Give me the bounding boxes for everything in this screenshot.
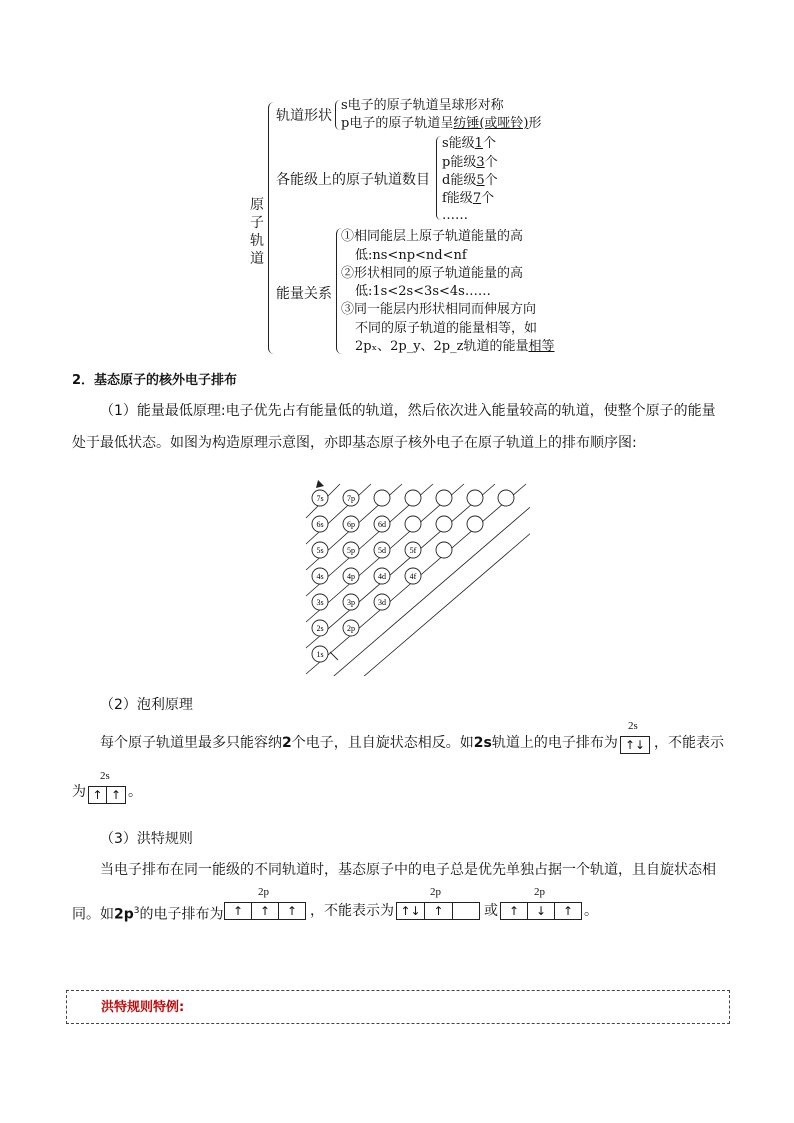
aufbau-orbital	[374, 594, 390, 610]
p3-line2-f: 。	[584, 903, 598, 919]
aufbau-orbital-label: 3p	[347, 598, 355, 607]
p1-line2: 处于最低状态。如图为构造原理示意图，亦即基态原子核外电子在原子轨道上的排布顺序图:	[72, 435, 637, 451]
aufbau-diagram	[290, 478, 530, 676]
aufbau-orbital	[343, 542, 359, 558]
orb-2p-label-b: 2p	[430, 886, 441, 898]
aufbau-orbital	[312, 490, 328, 506]
orb-cell: ↑	[89, 787, 107, 803]
aufbau-orbital-label: 5d	[378, 546, 386, 555]
aufbau-arrowhead	[316, 480, 324, 488]
count-label: 各能级上的原子轨道数目	[276, 172, 430, 188]
energy-line-2: ②形状相同的原子轨道能量的高	[341, 266, 524, 281]
aufbau-orbital	[405, 490, 421, 506]
aufbau-orbital	[436, 490, 452, 506]
p2-line1: 每个原子轨道里最多只能容纳2个电子，且自旋状态相反。如2s轨道上的电子排布为	[100, 735, 618, 751]
root-bracket	[268, 102, 277, 354]
orb-cell	[453, 903, 479, 919]
aufbau-orbital-label: 7s	[316, 494, 324, 503]
aufbau-orbital-label: 2p	[347, 624, 355, 633]
aufbau-orbital-label: 5f	[409, 546, 417, 555]
energy-line-3: 低:1s<2s<3s<4s……	[355, 284, 491, 299]
aufbau-orbital	[467, 490, 483, 506]
aufbau-orbital	[312, 516, 328, 532]
energy-label: 能量关系	[276, 286, 332, 302]
energy-line-4: ③同一能层内形状相同而伸展方向	[341, 302, 537, 317]
shape-label: 轨道形状	[276, 108, 332, 124]
aufbau-orbital-label: 3d	[378, 598, 386, 607]
energy-line-0: ①相同能层上原子轨道能量的高	[341, 229, 524, 244]
energy-bracket	[336, 228, 342, 354]
aufbau-orbital-label: 5s	[316, 546, 324, 555]
orb-2s-label-a: 2s	[628, 720, 638, 732]
orb-2s-label-b: 2s	[100, 770, 110, 782]
aufbau-orbital	[498, 490, 514, 506]
aufbau-orbital	[343, 568, 359, 584]
root-label: 原 子 轨 道	[250, 197, 264, 267]
p2-label: （2）泡利原理	[100, 697, 193, 713]
orb-2s-correct	[620, 736, 650, 754]
p2-line1-tail: ，不能表示	[654, 735, 724, 751]
aufbau-orbital	[312, 594, 328, 610]
aufbau-orbital-label: 6d	[378, 520, 386, 529]
count-item-more: ……	[442, 208, 468, 223]
aufbau-start-arrow	[330, 652, 338, 660]
aufbau-orbital	[312, 542, 328, 558]
orb-cell: ↑↓	[397, 903, 425, 919]
orb-2p-label-c: 2p	[534, 886, 545, 898]
orb-2p-label-a: 2p	[258, 886, 269, 898]
orb-cell: ↑	[425, 903, 453, 919]
aufbau-orbital	[343, 516, 359, 532]
hund-special-box	[66, 990, 730, 1024]
aufbau-orbital-label: 6s	[316, 520, 324, 529]
aufbau-orbital	[405, 516, 421, 532]
section2-heading: 2．基态原子的核外电子排布	[72, 373, 238, 388]
orb-2p-wrong-1	[396, 902, 480, 920]
count-item-s: s能级1个	[442, 136, 496, 151]
count-item-f: f能级7个	[442, 191, 495, 206]
energy-line-1: 低:ns<np<nd<nf	[355, 248, 467, 263]
aufbau-orbital-label: 1s	[316, 650, 324, 659]
aufbau-orbital	[374, 516, 390, 532]
shape-item-1: p电子的原子轨道呈纺锤(或哑铃)形	[341, 116, 542, 131]
aufbau-orbital	[405, 542, 421, 558]
p2-line2-end: 。	[128, 784, 142, 800]
p2-line2: 为	[72, 784, 86, 800]
p1-line1: （1）能量最低原理:电子优先占有能量低的轨道，然后依次进入能量较高的轨道，使整个原子的能量	[100, 403, 716, 419]
orb-cell: ↑	[562, 904, 574, 918]
aufbau-orbital	[312, 568, 328, 584]
aufbau-orbital-label: 5p	[347, 546, 355, 555]
orb-cell: ↑	[110, 788, 122, 802]
hund-special-title: 洪特规则特例:	[101, 1000, 185, 1015]
shape-bracket	[335, 100, 340, 130]
p3-line1: 当电子排布在同一能级的不同轨道时，基态原子中的电子总是优先单独占据一个轨道，且自旋状态相	[100, 862, 716, 878]
aufbau-orbital	[343, 620, 359, 636]
p3-label: （3）洪特规则	[100, 831, 193, 847]
aufbau-orbital	[405, 568, 421, 584]
p3-line2-a: 同。如$2p^3$的电子排布为	[72, 906, 224, 923]
aufbau-orbital-label: 4d	[378, 572, 386, 581]
orb-2p-wrong-2	[500, 902, 582, 920]
aufbau-orbital	[436, 516, 452, 532]
energy-line-5: 不同的原子轨道的能量相等，如	[355, 321, 538, 336]
aufbau-orbital-label: 6p	[347, 520, 355, 529]
aufbau-orbital	[312, 620, 328, 636]
aufbau-orbital-label: 3s	[316, 598, 324, 607]
aufbau-orbital	[374, 490, 390, 506]
aufbau-arrow-line	[306, 484, 495, 648]
aufbau-orbital	[312, 646, 328, 662]
aufbau-orbital	[467, 516, 483, 532]
orb-2p-correct	[224, 902, 306, 920]
aufbau-orbital-label: 4f	[409, 572, 417, 581]
aufbau-orbital	[436, 542, 452, 558]
aufbau-orbital-label: 4s	[316, 572, 324, 581]
aufbau-orbital	[343, 490, 359, 506]
orb-cell: ↑	[286, 904, 298, 918]
aufbau-orbital	[374, 542, 390, 558]
aufbau-orbital-label: 2s	[316, 624, 324, 633]
orb-cell: ↑↓	[624, 738, 646, 752]
count-bracket	[436, 136, 441, 220]
shape-item-0: s电子的原子轨道呈球形对称	[341, 98, 504, 113]
orb-cell: ↑	[501, 903, 528, 919]
aufbau-orbital	[343, 594, 359, 610]
count-item-d: d能级5个	[442, 173, 498, 188]
orb-cell: ↑	[252, 903, 279, 919]
p3-line2-e: 或	[484, 903, 498, 919]
p3-line2-d: ，不能表示为	[310, 903, 394, 919]
aufbau-orbital-label: 7p	[347, 494, 355, 503]
aufbau-orbital	[374, 568, 390, 584]
orb-cell: ↓	[528, 903, 555, 919]
orb-cell: ↑	[225, 903, 252, 919]
aufbau-orbital-label: 4p	[347, 572, 355, 581]
count-item-p: p能级3个	[442, 155, 498, 170]
orb-2s-wrong	[88, 786, 126, 804]
energy-line-6: 2pₓ、2p_y、2p_z轨道的能量相等	[355, 339, 555, 354]
